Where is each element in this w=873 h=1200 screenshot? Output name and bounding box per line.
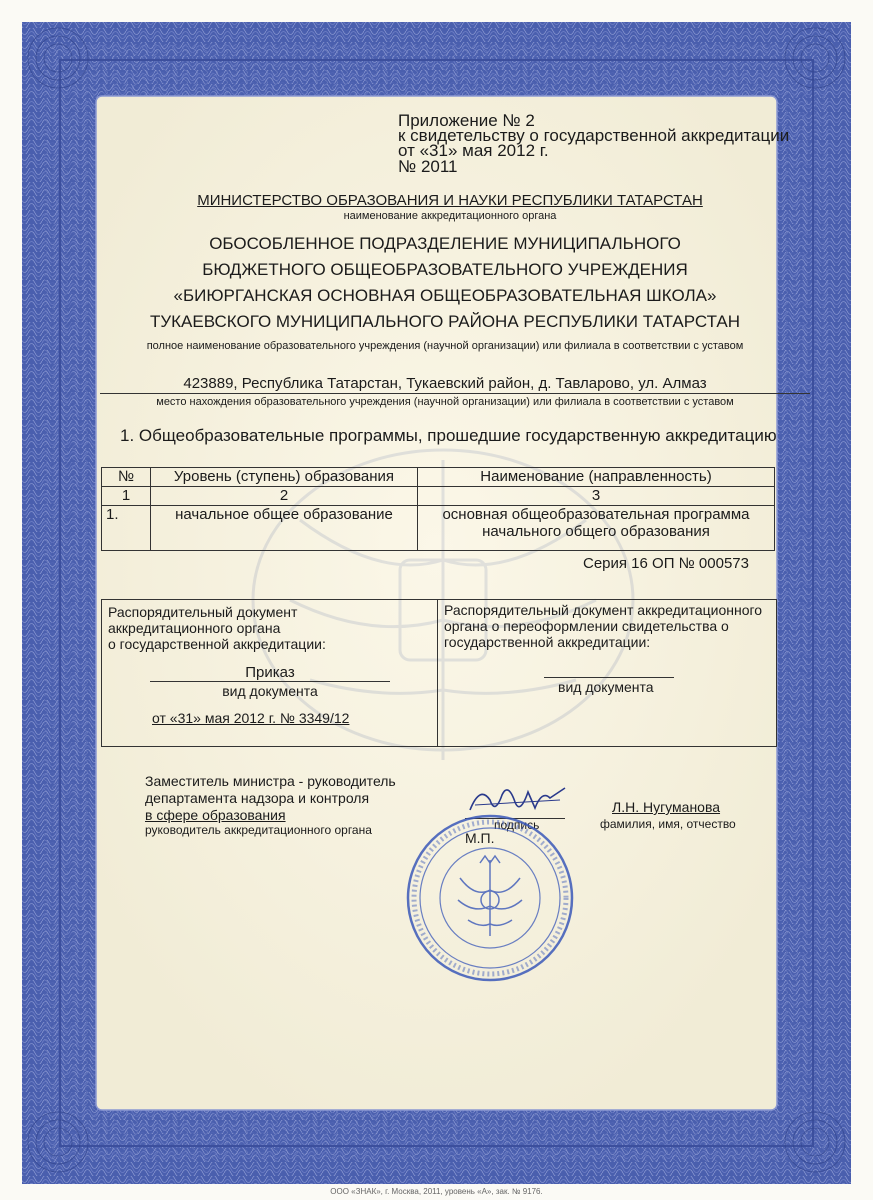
signatory-position-1: Заместитель министра - руководитель	[145, 773, 396, 789]
printer-footer: ООО «ЗНАК», г. Москва, 2011, уровень «А», зак. № 9176.	[330, 1187, 543, 1196]
decree-right-title	[444, 602, 762, 650]
decree-right-doc-caption: вид документа	[558, 679, 654, 695]
programs-table	[101, 467, 775, 551]
decree-left-title-1: Распорядительный документ	[108, 604, 298, 620]
decree-left-doc-caption: вид документа	[222, 683, 318, 699]
decree-right-title-1: Распорядительный документ аккредитационного	[444, 602, 763, 618]
table-row	[102, 506, 775, 551]
annex-date: от «31» мая 2012 г.	[398, 141, 549, 160]
signature-caption: подпись	[494, 818, 540, 832]
signatory-position-2: департамента надзора и контроля	[145, 790, 370, 806]
decree-left-title-3: о государственной аккредитации:	[108, 636, 326, 652]
decree-left-doc-line	[150, 681, 390, 682]
programs-heading: 1. Общеобразовательные программы, прошедшие государственную аккредитацию	[120, 426, 777, 445]
signatory-name: Л.Н. Нугуманова	[612, 799, 721, 815]
row-name	[418, 506, 775, 551]
header-no: №	[102, 468, 151, 487]
table-number-row	[102, 487, 775, 506]
decree-divider	[437, 600, 438, 746]
decree-left-title-2: аккредитационного органа	[108, 620, 281, 636]
address-value: 423889, Республика Татарстан, Тукаевский район, д. Тавларово, ул. Алмаз	[183, 375, 707, 392]
signatory-position-caption: руководитель аккредитационного органа	[145, 823, 372, 837]
decree-left-doc-ref: от «31» мая 2012 г. № 3349/12	[152, 710, 350, 726]
col-number-2: 2	[151, 487, 418, 506]
signatory-position-3: в сфере образования	[145, 807, 286, 823]
institution-line-2: БЮДЖЕТНОГО ОБЩЕОБРАЗОВАТЕЛЬНОГО УЧРЕЖДЕНИЯ	[202, 260, 688, 279]
decree-left-title	[108, 604, 326, 652]
row-name-line-2: начального общего образования	[482, 523, 710, 540]
institution-caption: полное наименование образовательного учреждения (научной организации) или филиала в соответствии с уставом	[146, 340, 744, 352]
decree-right-title-2: органа о переоформлении свидетельства о	[444, 618, 729, 634]
signatory-name-caption: фамилия, имя, отчество	[600, 817, 736, 831]
seal-mark: М.П.	[465, 830, 495, 846]
annex-certificate-line: к свидетельству о государственной аккредитации	[398, 126, 790, 145]
annex-number: № 2011	[398, 157, 458, 176]
row-no: 1.	[102, 506, 151, 551]
institution-line-3: «БИЮРГАНСКАЯ ОСНОВНАЯ ОБЩЕОБРАЗОВАТЕЛЬНАЯ ШКОЛА»	[173, 286, 717, 305]
col-number-3: 3	[418, 487, 775, 506]
institution-line-4: ТУКАЕВСКОГО МУНИЦИПАЛЬНОГО РАЙОНА РЕСПУБЛИКИ ТАТАРСТАН	[149, 312, 741, 331]
row-name-line-1: основная общеобразовательная программа	[442, 506, 750, 523]
signatory-position	[145, 773, 396, 824]
header-level: Уровень (ступень) образования	[151, 468, 418, 487]
address-underline	[100, 393, 810, 394]
official-seal-icon	[400, 808, 580, 988]
decree-right-title-3: государственной аккредитации:	[444, 634, 651, 650]
decree-left-doc-type: Приказ	[245, 664, 295, 681]
decree-right-doc-line	[544, 677, 674, 678]
address-caption: место нахождения образовательного учреждения (научной организации) или филиала в соответствии с уставом	[156, 396, 734, 408]
table-header-row	[102, 468, 775, 487]
series-number: Серия 16 ОП № 000573	[583, 555, 749, 572]
row-level: начальное общее образование	[151, 506, 418, 551]
header-name: Наименование (направленность)	[418, 468, 775, 487]
authority-caption: наименование аккредитационного органа	[343, 210, 557, 222]
col-number-1: 1	[102, 487, 151, 506]
authority-name: МИНИСТЕРСТВО ОБРАЗОВАНИЯ И НАУКИ РЕСПУБЛИКИ ТАТАРСТАН	[197, 192, 703, 209]
annex-title: Приложение № 2	[398, 111, 535, 130]
institution-line-1: ОБОСОБЛЕННОЕ ПОДРАЗДЕЛЕНИЕ МУНИЦИПАЛЬНОГО	[209, 234, 681, 253]
